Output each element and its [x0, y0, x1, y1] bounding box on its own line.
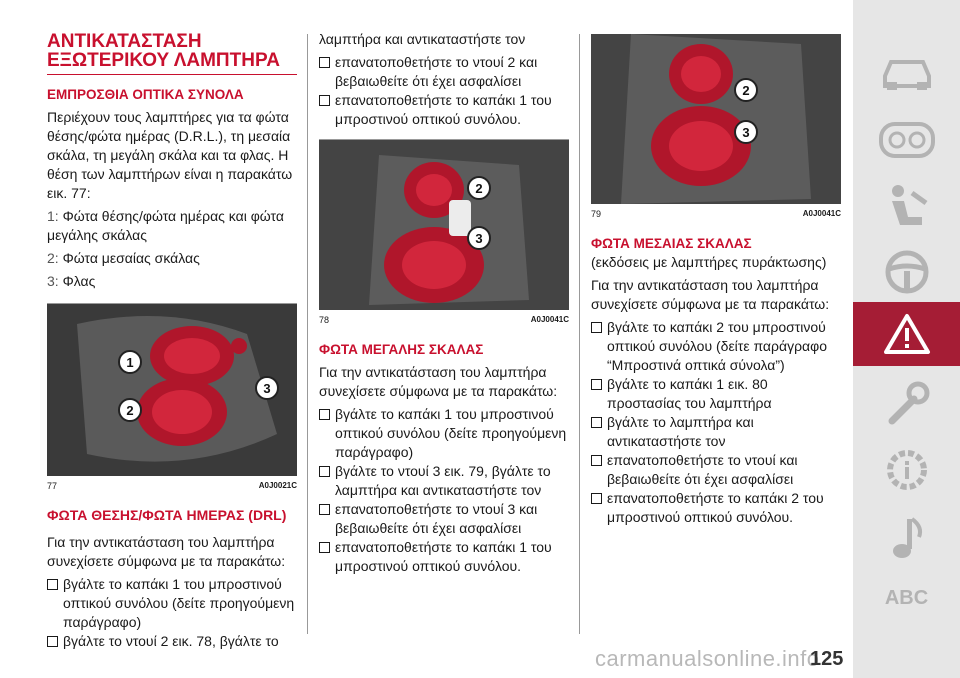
bullet-item — [591, 451, 841, 489]
callout-3: 3 — [475, 231, 483, 246]
checkbox-bullet-icon — [319, 542, 330, 553]
legend-item-3 — [47, 272, 297, 291]
figure-77-headlamp — [47, 304, 297, 476]
bullet-text: βγάλτε το καπάκι 2 του μπροστινού οπτικού συνόλου (δείτε παράγραφο “Μπροστινά οπτικά σύνολα”) — [607, 319, 827, 373]
intro-paragraph: Περιέχουν τους λαμπτήρες για τα φώτα θέσης/φώτα ημέρας (D.R.L.), τη μεσαία σκάλα, τη μεγάλη σκάλα και τα φλας. Η θέση των λαμπτήρων είναι η παρακάτω εικ. 77: — [47, 109, 293, 201]
steering-wheel-icon[interactable] — [853, 244, 960, 300]
checkbox-bullet-icon — [319, 95, 330, 106]
bullet-text: βγάλτε το ντουί 3 εικ. 79, βγάλτε το λαμπτήρα και αντικαταστήστε τον — [335, 463, 551, 498]
bulb-illustration — [591, 34, 841, 204]
car-icon[interactable] — [853, 44, 960, 100]
column-3 — [591, 34, 841, 527]
title-line-1: ΑΝΤΙΚΑΤΑΣΤΑΣΗ — [47, 31, 202, 52]
subhead-front-lights: ΕΜΠΡΟΣΘΙΑ ΟΠΤΙΚΑ ΣΥΝΟΛΑ — [47, 87, 244, 102]
callout-1: 1 — [126, 355, 134, 370]
figure-78-caption — [319, 314, 569, 326]
legend-text: Φώτα μεσαίας σκάλας — [62, 250, 200, 266]
legend-item-1 — [47, 207, 297, 245]
callout-2: 2 — [475, 181, 483, 196]
gear-info-icon[interactable] — [853, 442, 960, 498]
bullet-item — [591, 375, 841, 413]
column-divider — [307, 34, 308, 634]
music-note-icon[interactable] — [853, 510, 960, 566]
section-intro: Για την αντικατάσταση του λαμπτήρα συνεχίσετε σύμφωνα με τα παρακάτω: — [591, 277, 830, 312]
checkbox-bullet-icon — [319, 466, 330, 477]
legend-text: Φώτα θέσης/φώτα ημέρας και φώτα μεγάλης σκάλας — [47, 208, 284, 243]
figure-number: 78 — [319, 315, 330, 325]
bullet-item — [319, 500, 569, 538]
checkbox-bullet-icon — [47, 579, 58, 590]
bullet-text: βγάλτε το καπάκι 1 του μπροστινού οπτικού συνόλου (δείτε προηγούμενη παράγραφο) — [63, 576, 295, 630]
legend-item-2 — [47, 249, 297, 268]
checkbox-bullet-icon — [591, 322, 602, 333]
figure-code: A0J0021C — [258, 481, 297, 490]
callout-2: 2 — [126, 403, 134, 418]
watermark: carmanualsonline.info — [595, 646, 820, 671]
bullet-item — [47, 632, 297, 651]
seat-airbag-icon[interactable] — [853, 178, 960, 234]
warning-triangle-icon[interactable] — [853, 302, 960, 366]
checkbox-bullet-icon — [47, 636, 58, 647]
bullet-item — [591, 489, 841, 527]
bullet-text: επανατοποθετήστε το ντουί και βεβαιωθείτε ότι έχει ασφαλίσει — [607, 452, 798, 487]
bullet-item — [319, 462, 569, 500]
bullet-text: βγάλτε το καπάκι 1 του μπροστινού οπτικού συνόλου (δείτε προηγούμενη παράγραφο) — [335, 406, 567, 460]
wrench-icon[interactable] — [853, 376, 960, 432]
section-intro: Για την αντικατάσταση του λαμπτήρα συνεχίσετε σύμφωνα με τα παρακάτω: — [47, 534, 286, 569]
callout-3: 3 — [263, 381, 271, 396]
checkbox-bullet-icon — [319, 504, 330, 515]
bullet-text: επανατοποθετήστε το καπάκι 1 του μπροστινού οπτικού συνόλου. — [335, 92, 552, 127]
figure-79-caption — [591, 208, 841, 220]
section-head-high-beam: ΦΩΤΑ ΜΕΓΑΛΗΣ ΣΚΑΛΑΣ — [319, 342, 484, 357]
dashboard-gauges-icon[interactable] — [853, 112, 960, 168]
figure-78-bulbs — [319, 140, 569, 310]
bullet-item — [319, 538, 569, 576]
bullet-text: επανατοποθετήστε το καπάκι 2 του μπροστινού οπτικού συνόλου. — [607, 490, 824, 525]
column-1 — [47, 28, 297, 651]
title-divider — [47, 74, 297, 75]
headlamp-illustration — [47, 304, 297, 476]
bullet-item — [47, 575, 297, 632]
checkbox-bullet-icon — [591, 493, 602, 504]
column-2 — [319, 30, 569, 576]
figure-code: A0J0041C — [530, 315, 569, 324]
figure-number: 79 — [591, 209, 602, 219]
column-divider — [579, 34, 580, 634]
callout-3: 3 — [742, 125, 750, 140]
bullet-text: βγάλτε το λαμπτήρα και αντικαταστήστε τον — [607, 414, 754, 449]
checkbox-bullet-icon — [591, 417, 602, 428]
section-intro: Για την αντικατάσταση του λαμπτήρα συνεχίσετε σύμφωνα με τα παρακάτω: — [319, 364, 558, 399]
page-title — [47, 32, 297, 70]
legend-num: 1: — [47, 208, 59, 224]
legend-num: 2: — [47, 250, 59, 266]
figure-77-caption — [47, 480, 297, 492]
bullet-item — [319, 405, 569, 462]
checkbox-bullet-icon — [591, 379, 602, 390]
legend-text: Φλας — [62, 273, 96, 289]
bullet-item — [319, 53, 569, 91]
section-head-drl: ΦΩΤΑ ΘΕΣΗΣ/ΦΩΤΑ ΗΜΕΡΑΣ (DRL) — [47, 507, 287, 523]
checkbox-bullet-icon — [319, 57, 330, 68]
abc-icon[interactable]: ABC — [884, 586, 929, 609]
checkbox-bullet-icon — [591, 455, 602, 466]
legend-num: 3: — [47, 273, 59, 289]
bullet-item — [591, 318, 841, 375]
continued-text: λαμπτήρα και αντικαταστήστε τον — [319, 31, 526, 47]
figure-code: A0J0041C — [802, 209, 841, 218]
bullet-text: βγάλτε το ντουί 2 εικ. 78, βγάλτε το — [63, 633, 279, 649]
bullet-item — [591, 413, 841, 451]
bullet-text: επανατοποθετήστε το καπάκι 1 του μπροστινού οπτικού συνόλου. — [335, 539, 552, 574]
title-line-2: ΕΞΩΤΕΡΙΚΟΥ ΛΑΜΠΤΗΡΑ — [47, 50, 280, 71]
section-subtitle: (εκδόσεις με λαμπτήρες πυράκτωσης) — [591, 254, 827, 270]
figure-number: 77 — [47, 481, 58, 491]
checkbox-bullet-icon — [319, 409, 330, 420]
figure-79-bulbs — [591, 34, 841, 204]
page-number: 125 — [810, 648, 844, 670]
chapter-sidebar — [853, 0, 960, 678]
bullet-item — [319, 91, 569, 129]
bulb-illustration — [319, 140, 569, 310]
bullet-text: βγάλτε το καπάκι 1 εικ. 80 προστασίας του λαμπτήρα — [607, 376, 772, 411]
section-head-low-beam: ΦΩΤΑ ΜΕΣΑΙΑΣ ΣΚΑΛΑΣ — [591, 236, 752, 251]
callout-2: 2 — [742, 83, 750, 98]
bullet-text: επανατοποθετήστε το ντουί 3 και βεβαιωθείτε ότι έχει ασφαλίσει — [335, 501, 538, 536]
bullet-text: επανατοποθετήστε το ντουί 2 και βεβαιωθείτε ότι έχει ασφαλίσει — [335, 54, 538, 89]
